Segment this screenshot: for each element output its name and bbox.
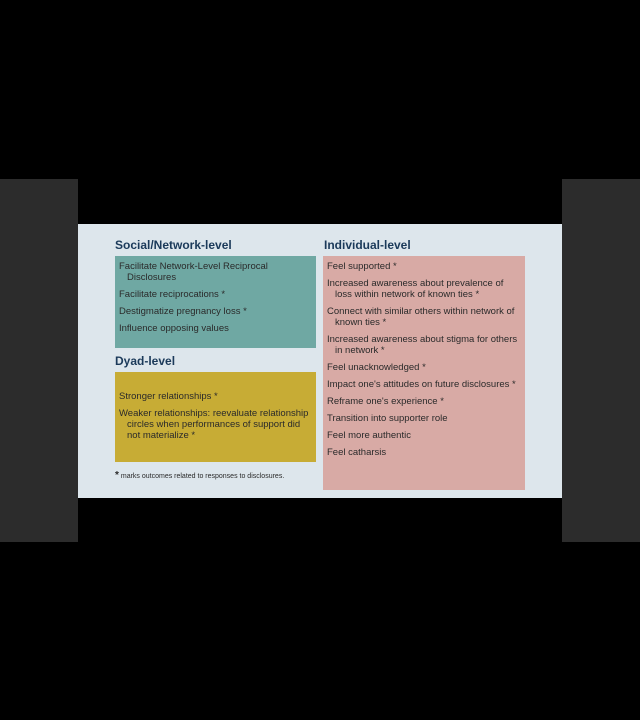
asterisk-icon: * (115, 470, 119, 481)
list-item: Impact one's attitudes on future disclosures * (327, 379, 516, 390)
right-letterbox-panel (562, 179, 640, 542)
footnote (115, 470, 284, 481)
social-level-box (115, 256, 316, 348)
list-item: Reframe one's experience * (327, 396, 444, 407)
list-item: Influence opposing values (119, 323, 229, 334)
list-item: Increased awareness about prevalence of loss within network of known ties * (327, 278, 504, 300)
footnote-text: marks outcomes related to responses to disclosures. (120, 473, 285, 480)
list-item: Weaker relationships: reevaluate relationship circles when performances of support did not materialize * (119, 408, 309, 441)
list-item: Stronger relationships * (119, 391, 218, 402)
list-item: Feel supported * (327, 261, 397, 272)
social-level-heading: Social/Network-level (115, 238, 232, 252)
list-item: Facilitate Network-Level Reciprocal Disclosures (119, 261, 268, 283)
list-item: Feel catharsis (327, 447, 387, 458)
left-letterbox-panel (0, 179, 78, 542)
list-item: Destigmatize pregnancy loss * (119, 306, 247, 317)
list-item: Connect with similar others within network of known ties * (327, 306, 515, 328)
dyad-level-heading: Dyad-level (115, 354, 176, 368)
dyad-level-box (115, 372, 316, 462)
list-item: Transition into supporter role (327, 413, 448, 424)
individual-level-box (323, 256, 525, 490)
list-item: Feel more authentic (327, 430, 411, 441)
list-item: Feel unacknowledged * (327, 362, 426, 373)
slide (78, 224, 562, 498)
list-item: Increased awareness about stigma for others in network * (327, 334, 518, 356)
individual-level-heading: Individual-level (324, 238, 411, 252)
list-item: Facilitate reciprocations * (119, 289, 226, 300)
